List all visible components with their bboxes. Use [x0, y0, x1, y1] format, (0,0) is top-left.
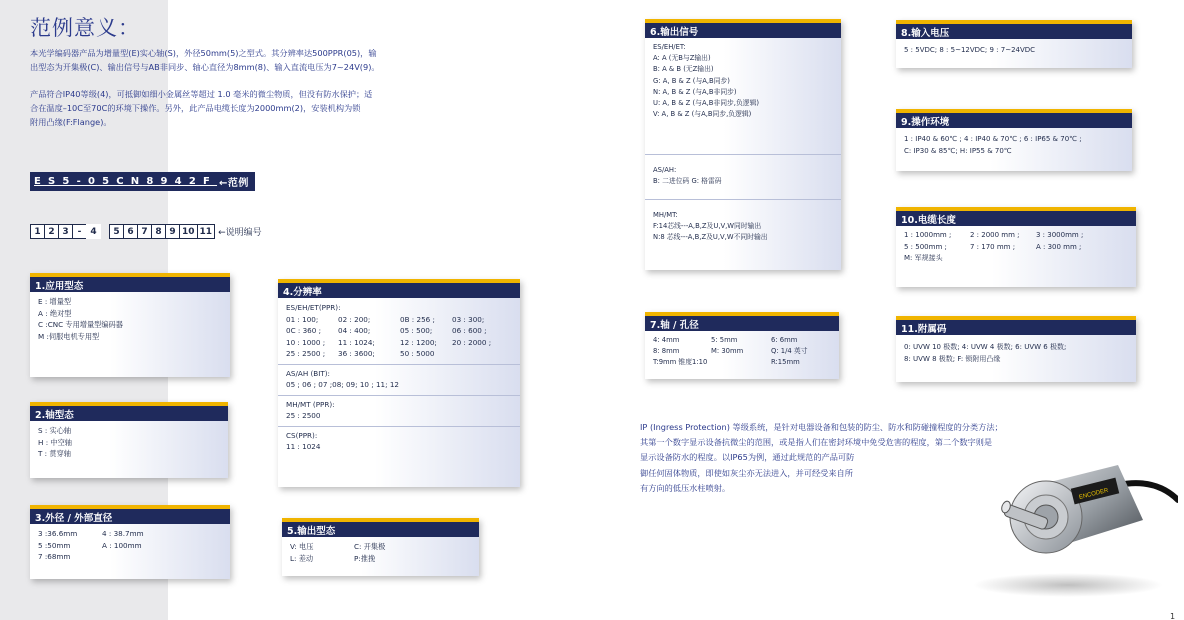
digit-cell: 7: [137, 224, 152, 239]
card-output-signal: 6.输出信号 ES/EH/ET: A: A (无B与Z输出) B: A & B (无Z输出) G: A, B & Z (与A,B同步) N: A, B & Z (与A,B非同步) U: A, B & Z (与A,B非同步,负逻辑) V: A, B & Z (与A,B同步,负逻辑) AS/AH: B: 二进位码 G: 格雷码 MH/MT: F:14芯线---A,B,Z及U,V,W同时输出 N:8 芯线---A,B,Z及U,V,W不同时输出: [645, 19, 841, 270]
card-outer-diameter: 3.外径 / 外部直径 3 :36.6mm 4 : 38.7mm 5 :50mm A : 100mm 7 :68mm: [30, 505, 230, 579]
card-title: 4.分辨率: [278, 283, 520, 298]
card-accessory-code: 11.附属码 0: UVW 10 极数; 4: UVW 4 极数; 6: UVW 6 极数; 8: UVW 8 极数; F: 锁附用凸缘: [896, 316, 1136, 382]
card-title: 6.输出信号: [645, 23, 841, 38]
digit-cell: 2: [44, 224, 59, 239]
digit-cell: 9: [165, 224, 180, 239]
card-cable-length: 10.电缆长度 1 : 1000mm ; 2 : 2000 mm ; 3 : 3000mm ; 5 : 500mm ; 7 : 170 mm ; A : 300 mm ; M: 军规接头: [896, 207, 1136, 287]
digit-cell: 4: [86, 224, 101, 239]
digit-note: ←说明编号: [218, 228, 262, 238]
digit-cell: 11: [197, 224, 216, 239]
digit-index-row: [30, 224, 262, 239]
card-resolution: 4.分辨率 ES/EH/ET(PPR): 01 : 100; 02 : 200; 0B : 256 ; 03 : 300; 0C : 360 ; 04 : 400; 05 : 500; 06 : 600 ; 10 : 1000 ; 11 : 1024; 12 : 1200; 20 : 2000 ; 25 : 2500 ; 36 : 3600; 50 : 5000 AS/AH (BIT): 05 ; 06 ; 07 ;08; 09; 10 ; 11; 12 MH/MT (PPR): 25 : 2500 CS(PPR): 11 : 1024: [278, 279, 520, 487]
card-title: 1.应用型态: [30, 277, 230, 292]
digit-cell: 8: [151, 224, 166, 239]
ip-description: IP (Ingress Protection) 等级系统，是针对电器设备和包装的防尘、防水和防碰撞程度的分类方法； 其第一个数字显示设备抗微尘的范围，或是指人们在密封环境中免受危害的程度，第二个数字则是 显示设备防水的程度。以IP65为例，通过此规范的产品可防 御任何固体物质，即使如灰尘亦无法进入，并可经受来自所 有方向的低压水柱喷射。: [640, 422, 1003, 493]
card-application-type: 1.应用型态 E : 增量型 A : 绝对型 C :CNC 专用增量型编码器 M :伺服电机专用型: [30, 273, 230, 377]
intro-paragraph: 本光学编码器产品为增量型(E)实心轴(S)，外径50mm(5)之型式。其分辨率达500PPR(05)，输 出型态为开集极(C)、输出信号与AB非同步、轴心直径为8mm(8)、输入直流电压为7~24V(9)。: [30, 48, 380, 72]
card-title: 5.输出型态: [282, 522, 479, 537]
digit-cell: 10: [179, 224, 198, 239]
card-shaft-type: 2.轴型态 S : 实心轴 H : 中空轴 T : 贯穿轴: [30, 402, 228, 478]
page-number: 1: [1170, 612, 1176, 620]
card-input-voltage: 8.输入电压 5 : 5VDC; 8 : 5~12VDC; 9 : 7~24VDC: [896, 20, 1132, 68]
digit-cell: 6: [123, 224, 138, 239]
page-title: 范例意义：: [30, 16, 140, 40]
example-code-bar: [30, 172, 255, 191]
card-title: 2.轴型态: [30, 406, 228, 421]
encoder-product-image: [968, 445, 1178, 604]
card-title: 10.电缆长度: [896, 211, 1136, 226]
card-title: 9.操作环境: [896, 113, 1132, 128]
card-shaft-bore: 7.轴 / 孔径 4: 4mm 5: 5mm 6: 6mm 8: 8mm M: 30mm Q: 1/4 英寸 T:9mm 锥度1:10 R:15mm: [645, 312, 839, 379]
card-output-type: 5.输出型态 V: 电压 C: 开集极 L: 差动 P:推挽: [282, 518, 479, 576]
example-note: ←范例: [219, 178, 249, 189]
example-code: ES5-05CN8942F: [34, 176, 218, 187]
card-title: 7.轴 / 孔径: [645, 316, 839, 331]
card-operating-env: 9.操作环境 1 : IP40 & 60℃ ; 4 : IP40 & 70℃ ; 6 : IP65 & 70℃ ; C: IP30 & 85℃; H: IP55 & 70℃: [896, 109, 1132, 171]
card-title: 11.附属码: [896, 320, 1136, 335]
intro-paragraph-2: 产品符合IP40等级(4)，可抵御如细小金属丝等超过 1.0 毫米的微尘物质，但没有防水保护；适 合在温度–10C至70C的环境下操作。另外，此产品电缆长度为2000mm(2)，安装机构为锁 附用凸缘(F:Flange)。: [30, 89, 373, 127]
digit-cell: 1: [30, 224, 45, 239]
card-title: 3.外径 / 外部直径: [30, 509, 230, 524]
svg-text:ENCODER: ENCODER: [1078, 487, 1110, 501]
digit-cell: 5: [109, 224, 124, 239]
card-title: 8.输入电压: [896, 24, 1132, 39]
digit-cell: 3: [58, 224, 73, 239]
digit-cell: -: [72, 224, 87, 239]
